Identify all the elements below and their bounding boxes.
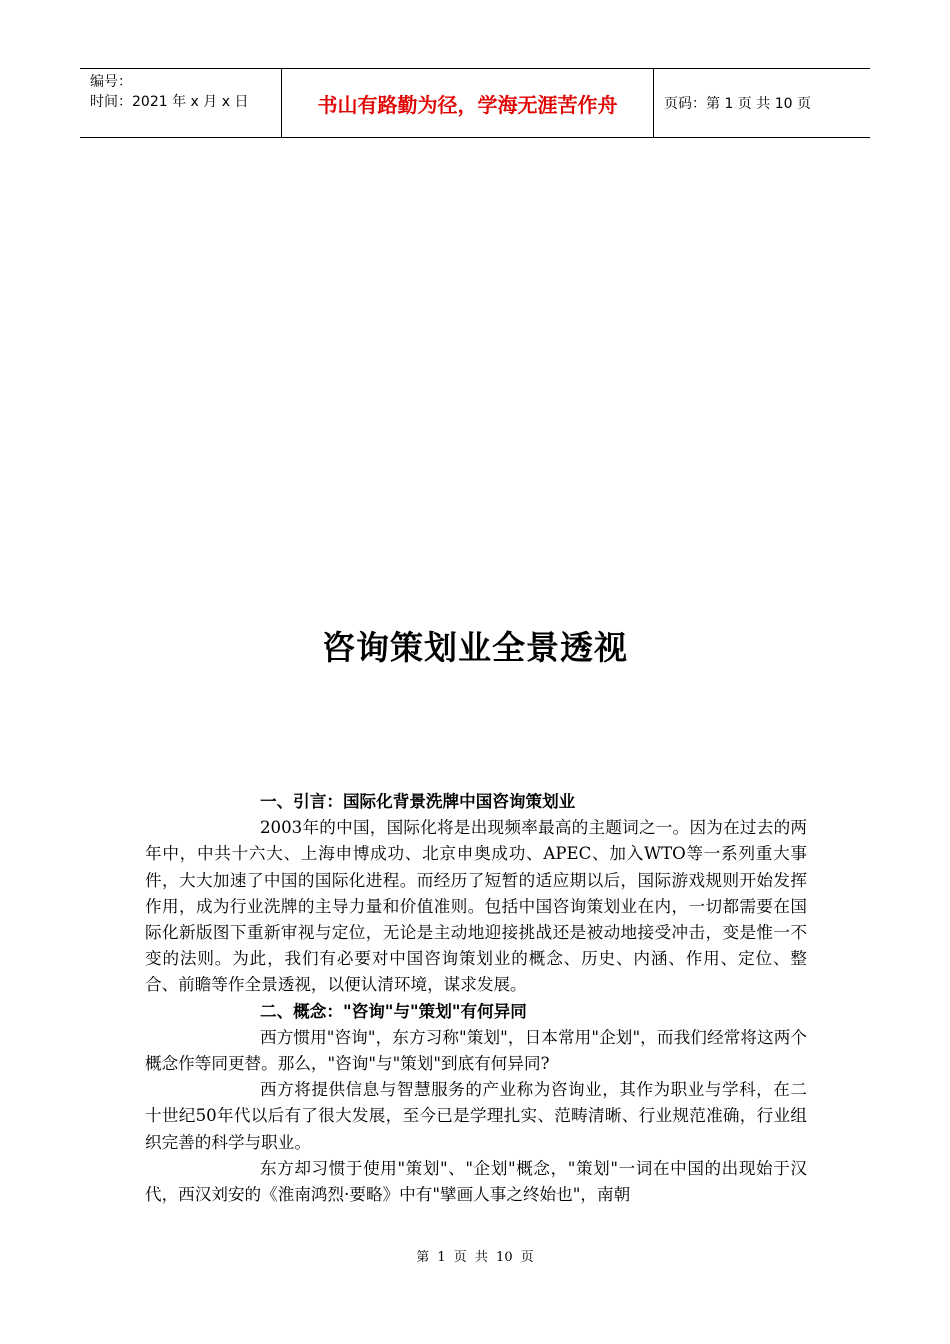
page-header	[80, 68, 870, 138]
section-heading: 一、引言：国际化背景洗牌中国咨询策划业	[260, 792, 576, 811]
body-paragraph: 西方将提供信息与智慧服务的产业称为咨询业，其作为职业与学科，在二十世纪50年代以后有了很大发展，至今已是学理扎实、范畴清晰、行业规范准确，行业组织完善的科学与职业。	[145, 1080, 807, 1152]
body-paragraph: 西方惯用"咨询"，东方习称"策划"，日本常用"企划"，而我们经常将这两个概念作等同更替。那么，"咨询"与"策划"到底有何异同?	[145, 1027, 807, 1074]
document-number-label: 编号：	[90, 74, 132, 90]
document-date-label: 时间：2021 年 x 月 x 日	[90, 94, 249, 110]
header-meta	[80, 69, 281, 137]
body-paragraph: 东方却习惯于使用"策划"、"企划"概念，"策划"一词在中国的出现始于汉代，西汉刘安的《淮南鸿烈·要略》中有"擘画人事之终始也"，南朝	[145, 1158, 807, 1205]
document-body	[145, 789, 807, 1208]
header-motto: 书山有路勤为径，学海无涯苦作舟	[281, 69, 654, 137]
page-footer: 第 1 页 共 10 页	[416, 1250, 534, 1265]
header-page-info: 页码：第 1 页 共 10 页	[664, 96, 811, 112]
body-paragraph: 2003年的中国，国际化将是出现频率最高的主题词之一。因为在过去的两年中，中共十六大、上海申博成功、北京申奥成功、APEC、加入WTO等一系列重大事件，大大加速了中国的国际化进程。而经历了短暂的适应期以后，国际游戏规则开始发挥作用，成为行业洗牌的主导力量和价值准则。包括中国咨询策划业在内，一切都需要在国际化新版图下重新审视与定位，无论是主动地迎接挑战还是被动地接受冲击，变是惟一不变的法则。为此，我们有必要对中国咨询策划业的概念、历史、内涵、作用、定位、整合、前瞻等作全景透视，以便认清环境，谋求发展。	[145, 818, 807, 995]
section-heading: 二、概念："咨询"与"策划"有何异同	[260, 1001, 527, 1021]
document-title: 咨询策划业全景透视	[322, 628, 628, 667]
